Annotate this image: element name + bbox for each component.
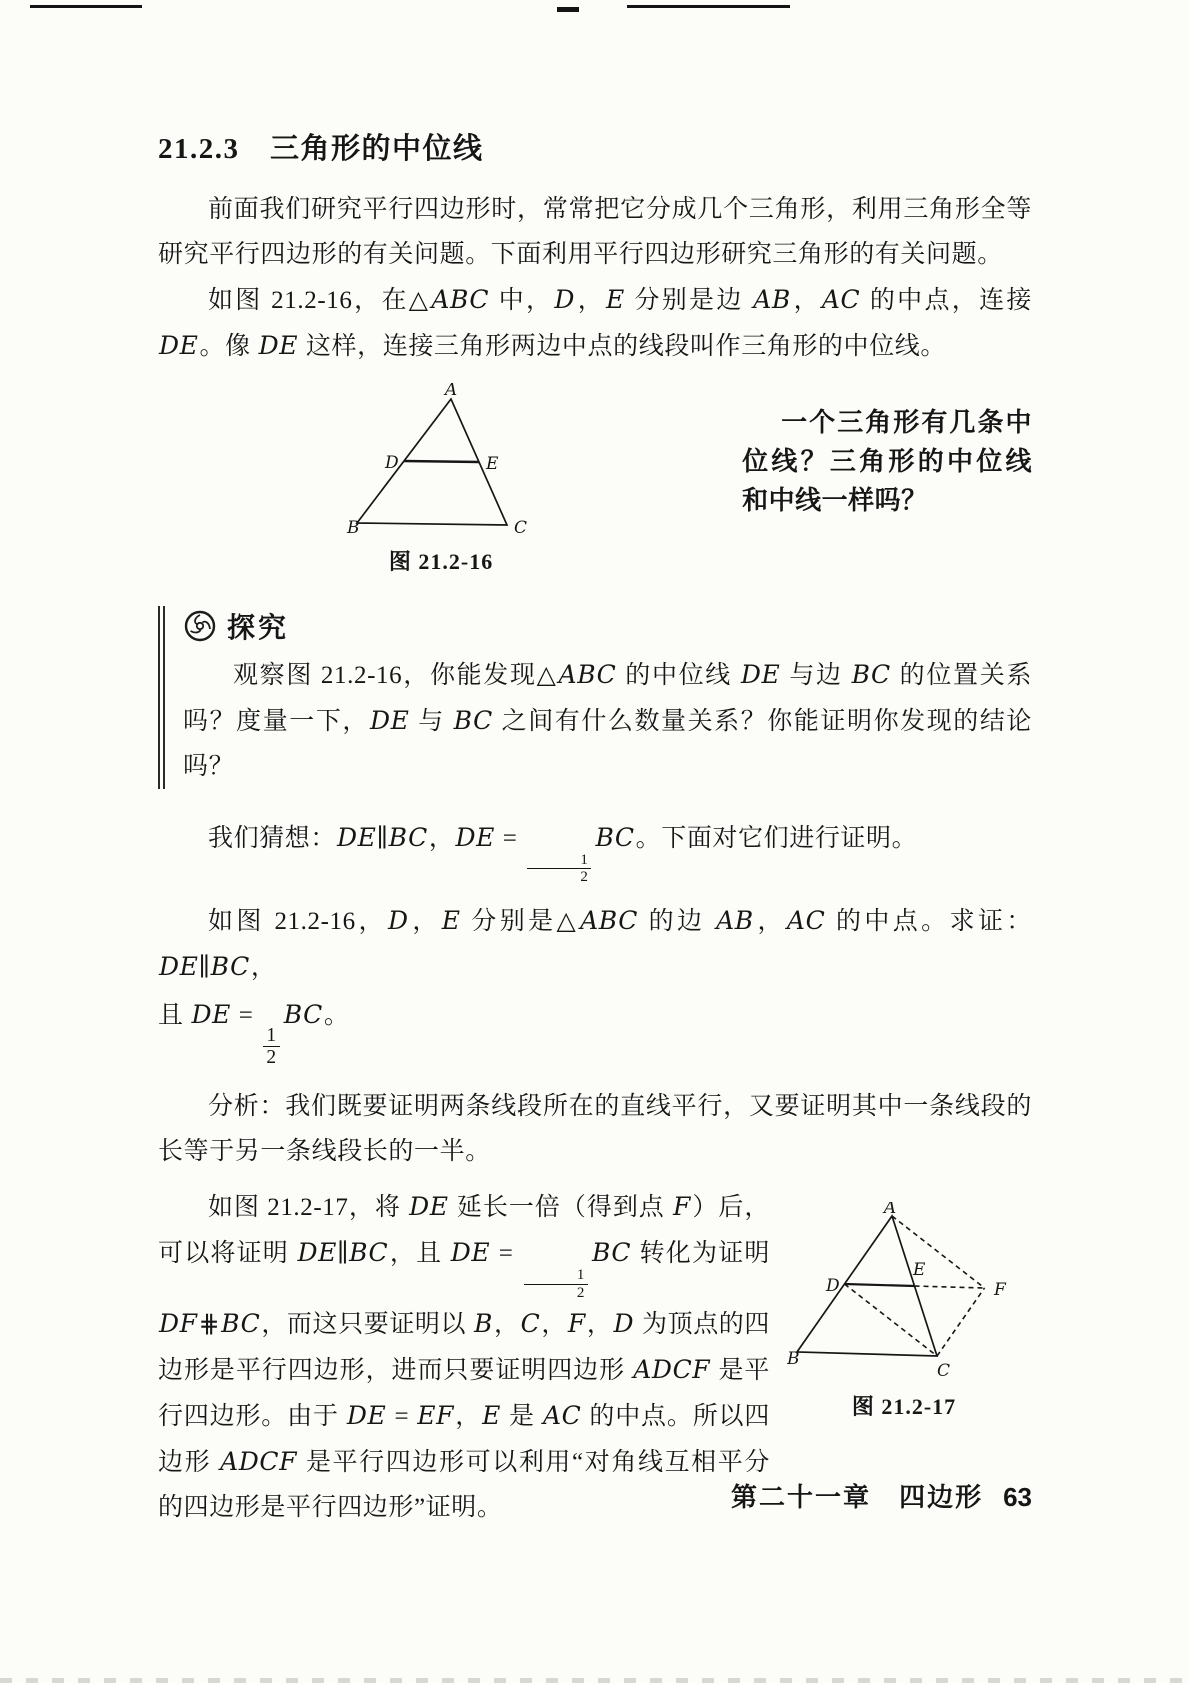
midpoint-label-d: D bbox=[385, 453, 399, 473]
segment-cf-dashed bbox=[937, 1288, 985, 1356]
page-number: 63 bbox=[1003, 1482, 1032, 1512]
paragraph-claim: 且 DE = $\frac{1}{2}$ BC。 bbox=[158, 1000, 350, 1068]
explore-section bbox=[158, 606, 1032, 789]
figure-caption: 图 21.2-17 bbox=[851, 1394, 957, 1420]
segment-de bbox=[404, 461, 479, 462]
vertex-label-a: A bbox=[444, 383, 458, 400]
paragraph-proof-plan: 如图 21.2-17，将 DE 延长一倍（得到点 F）后，可以将证明 DE∥BC，且 DE = $\frac{1}{2}$ BC 转化为证明 DF⋕BC，而这只要证明以 B，C，F，D 为顶点的四边形是平行四边形，进而只要证明四边形 ADCF 是平行四边形。由于 DE = EF，E 是 AC 的中点。所以四边形 ADCF 是平行四边形可以利用“对角线互相平分的四边形是平行四边形”证明。 bbox=[158, 1192, 770, 1522]
margin-note: 一个三角形有几条中位线？三角形的中位线和中线一样吗？ bbox=[742, 408, 1032, 515]
vertex-label-b: B bbox=[347, 518, 360, 535]
extended-midsegment-diagram bbox=[787, 1202, 1022, 1380]
print-mark-right bbox=[627, 5, 790, 8]
paragraph-definition: 如图 21.2-16，在△ABC 中，D，E 分别是边 AB，AC 的中点，连接 DE。像 DE 这样，连接三角形两边中点的线段叫作三角形的中位线。 bbox=[159, 285, 1032, 360]
explore-title: 探究 bbox=[227, 613, 290, 644]
scan-edge bbox=[0, 1678, 1190, 1683]
segment-dc-dashed bbox=[844, 1284, 937, 1356]
midpoint-label-e: E bbox=[912, 1260, 925, 1281]
paragraph-analysis: 分析：我们既要证明两条线段所在的直线平行，又要证明其中一条线段的长等于另一条线段长的一半。 bbox=[158, 1093, 1032, 1166]
vertex-label-a: A bbox=[883, 1202, 896, 1219]
explore-header bbox=[183, 606, 1032, 646]
vertex-label-c: C bbox=[514, 518, 528, 535]
page-footer bbox=[731, 1477, 1032, 1514]
figure-row bbox=[158, 383, 1032, 576]
paragraph-conjecture: 我们猜想：DE∥BC，DE = $\frac{1}{2}$ BC。下面对它们进行证明。 bbox=[208, 823, 918, 886]
midpoint-label-e: E bbox=[486, 454, 499, 474]
vertex-label-b: B bbox=[786, 1349, 799, 1370]
explore-icon bbox=[183, 609, 217, 643]
figure-21-2-17 bbox=[776, 1202, 1032, 1421]
chapter-label: 第二十一章 bbox=[731, 1483, 872, 1512]
figure-21-2-16 bbox=[340, 383, 542, 576]
explore-paragraph: 观察图 21.2-16，你能发现△ABC 的中位线 DE 与边 BC 的位置关系吗？度量一下，DE 与 BC 之间有什么数量关系？你能证明你发现的结论吗？ bbox=[183, 660, 1032, 780]
segment-de bbox=[844, 1284, 914, 1286]
point-label-f: F bbox=[993, 1280, 1006, 1301]
figure-caption: 图 21.2-16 bbox=[388, 549, 494, 574]
vertex-label-c: C bbox=[936, 1361, 950, 1381]
section-label: 四边形 bbox=[899, 1483, 984, 1512]
paragraph-intro: 前面我们研究平行四边形时，常常把它分成几个三角形，利用三角形全等研究平行四边形的有关问题。下面利用平行四边形研究三角形的有关问题。 bbox=[158, 196, 1032, 268]
paragraph-given: 如图 21.2-16，D，E 分别是△ABC 的边 AB，AC 的中点。求证：DE∥BC， bbox=[159, 906, 1032, 981]
triangle-midsegment-diagram bbox=[341, 383, 541, 535]
section-heading: 21.2.3 三角形的中位线 bbox=[158, 133, 484, 165]
print-mark-left bbox=[30, 5, 142, 8]
segment-ef-dashed bbox=[914, 1286, 984, 1288]
segment-af-dashed bbox=[892, 1216, 985, 1288]
midpoint-label-d: D bbox=[825, 1276, 840, 1297]
print-mark-center bbox=[557, 7, 579, 12]
